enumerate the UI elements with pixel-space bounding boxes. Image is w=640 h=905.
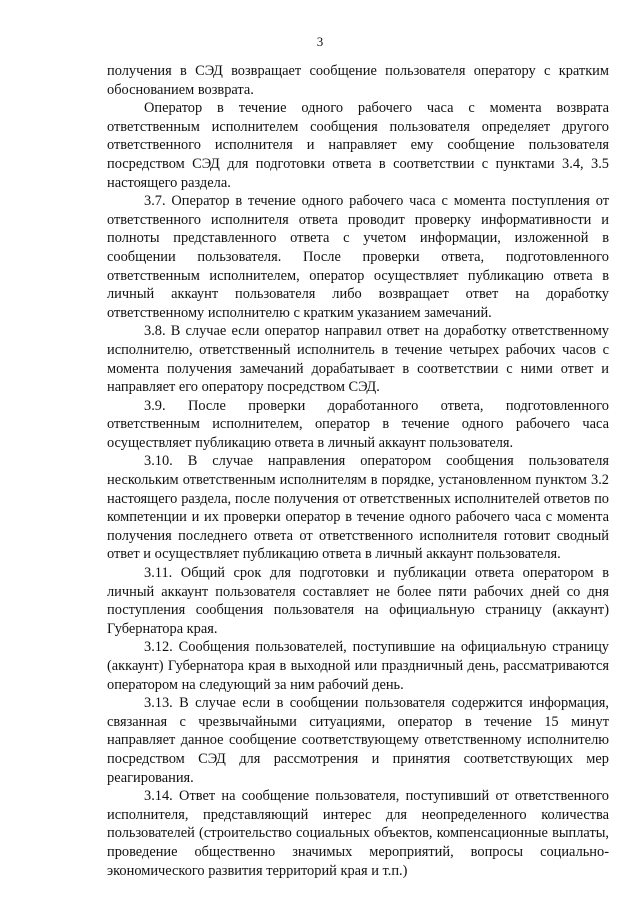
document-body: [107, 62, 609, 880]
paragraph-3-14: 3.14. Ответ на сообщение пользователя, поступивший от ответственного исполнителя, представляющий интерес для неопределенного количества пользователей (строительство социальных объектов, компенсационные выплаты, проведение общественно значимых мероприятий, вопросы социально-экономического развития территорий края и т.п.): [107, 788, 609, 879]
page-number: 3: [316, 34, 324, 49]
paragraph-3-10: 3.10. В случае направления оператором сообщения пользователя нескольким ответственным исполнителям в порядке, установленном пунктом 3.2 настоящего раздела, после получения от ответственных исполнителей ответов по компетенции и их проверки оператор в течение одного рабочего часа с момента получения последнего ответа от ответственного исполнителя готовит сводный ответ и осуществляет публикацию ответа в личный аккаунт пользователя.: [107, 453, 609, 563]
paragraph-3-11: 3.11. Общий срок для подготовки и публикации ответа оператором в личный аккаунт пользователя составляет не более пяти рабочих дней со дня поступления сообщения пользователя на официальную страницу (аккаунт) Губернатора края.: [107, 565, 609, 637]
paragraph-3-13: 3.13. В случае если в сообщении пользователя содержится информация, связанная с чрезвычайными ситуациями, оператор в течение 15 минут направляет данное сообщение соответствующему ответственному исполнителю посредством СЭД для рассмотрения и принятия соответствующих мер реагирования.: [107, 695, 609, 786]
paragraph-3-8: 3.8. В случае если оператор направил ответ на доработку ответственному исполнителю, ответственный исполнитель в течение четырех рабочих часов с момента получения замечаний дорабатывает в соответствии с ними ответ и направляет его оператору посредством СЭД.: [107, 323, 609, 396]
paragraph-3-12: 3.12. Сообщения пользователей, поступившие на официальную страницу (аккаунт) Губернатора края в выходной или праздничный день, рассматриваются оператором на следующий за ним рабочий день.: [107, 639, 609, 693]
paragraph-operator-reassign: Оператор в течение одного рабочего часа с момента возврата ответственным исполнителем сообщения пользователя определяет другого ответственного исполнителя и направляет ему сообщение пользователя посредством СЭД для подготовки ответа в соответствии с пунктами 3.4, 3.5 настоящего раздела.: [107, 100, 609, 191]
paragraph-3-7: 3.7. Оператор в течение одного рабочего часа с момента поступления от ответственного исполнителя ответа проводит проверку информативности и полноты представленного ответа с учетом информации, изложенной в сообщении пользователя. После проверки ответа, подготовленного ответственным исполнителем, оператор осуществляет публикацию ответа в личный аккаунт пользователя либо возвращает ответ на доработку ответственному исполнителю с кратким указанием замечаний.: [107, 193, 609, 321]
paragraph-3-9: 3.9. После проверки доработанного ответа, подготовленного ответственным исполнителем, оператор в течение одного рабочего часа осуществляет публикацию ответа в личный аккаунт пользователя.: [107, 397, 609, 451]
paragraph-continuation: получения в СЭД возвращает сообщение пользователя оператору с кратким обоснованием возврата.: [107, 63, 609, 98]
